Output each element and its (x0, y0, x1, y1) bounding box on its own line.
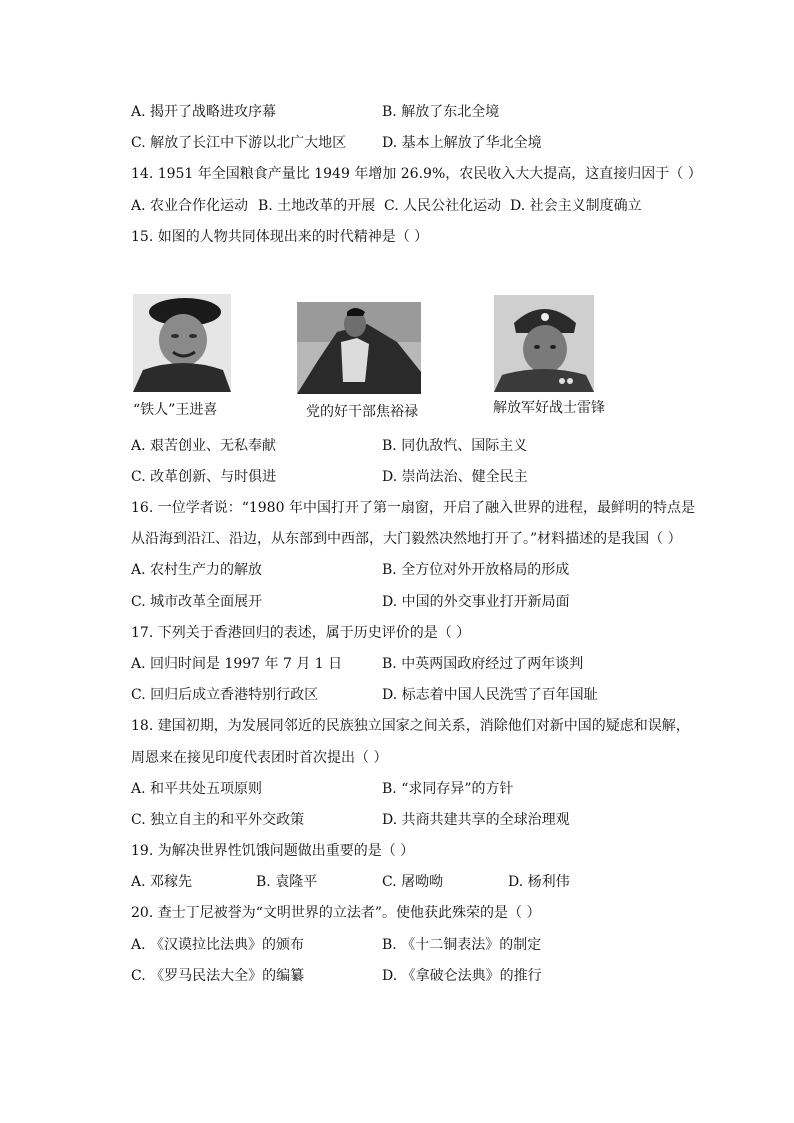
caption-lei-feng: 解放军好战士雷锋 (493, 400, 605, 416)
q14-stem: 14. 1951 年全国粮食产量比 1949 年增加 26.9%，农民收入大大提高，这直接归因于（ ） (131, 166, 702, 182)
q17-option-a: A. 回归时间是 1997 年 7 月 1 日 (131, 656, 343, 672)
q13-option-a: A. 揭开了战略进攻序幕 (131, 104, 277, 120)
q18-option-d: D. 共商共建共享的全球治理观 (382, 812, 570, 828)
q18-stem-line1: 18. 建国初期，为发展同邻近的民族独立国家之间关系，消除他们对新中国的疑虑和误解， (131, 718, 690, 734)
q16-option-c: C. 城市改革全面展开 (131, 594, 263, 610)
q16-stem-line1: 16. 一位学者说：“1980 年中国打开了第一扇窗，开启了融入世界的进程，最鲜明的特点是 (131, 500, 695, 516)
q20-option-d: D. 《拿破仑法典》的推行 (382, 968, 542, 984)
q14-option-d: D. 社会主义制度确立 (510, 198, 642, 214)
photo-lei-feng (494, 295, 594, 392)
q20-option-a: A. 《汉谟拉比法典》的颁布 (131, 937, 305, 953)
q13-option-c: C. 解放了长江中下游以北广大地区 (131, 135, 347, 151)
caption-jiao-yulu: 党的好干部焦裕禄 (306, 404, 418, 420)
q15-option-a: A. 艰苦创业、无私奉献 (131, 438, 277, 454)
q19-option-c: C. 屠呦呦 (382, 874, 444, 890)
photo-jiao-yulu (297, 302, 421, 394)
q17-stem: 17. 下列关于香港回归的表述，属于历史评价的是（ ） (131, 625, 471, 641)
q18-option-a: A. 和平共处五项原则 (131, 781, 263, 797)
q13-option-b: B. 解放了东北全境 (382, 104, 500, 120)
q20-stem: 20. 查士丁尼被誉为“文明世界的立法者”。使他获此殊荣的是（ ） (131, 905, 541, 921)
photo-wang-jinxi (133, 294, 231, 392)
q18-option-b: B. “求同存异”的方针 (382, 781, 514, 797)
q15-stem: 15. 如图的人物共同体现出来的时代精神是（ ） (131, 229, 429, 245)
q18-option-c: C. 独立自主的和平外交政策 (131, 812, 305, 828)
q20-option-b: B. 《十二铜表法》的制定 (382, 937, 542, 953)
q14-option-a: A. 农业合作化运动 (131, 198, 249, 214)
q20-option-c: C. 《罗马民法大全》的编纂 (131, 968, 305, 984)
q16-stem-line2: 从沿海到沿江、沿边，从东部到中西部，大门毅然决然地打开了。”材料描述的是我国（ ） (131, 531, 682, 547)
q17-option-c: C. 回归后成立香港特别行政区 (131, 687, 319, 703)
q15-option-b: B. 同仇敌忾、国际主义 (382, 438, 528, 454)
q19-option-a: A. 邓稼先 (131, 874, 193, 890)
caption-wang-jinxi: “铁人”王进喜 (133, 402, 218, 418)
q14-option-b: B. 土地改革的开展 (258, 198, 376, 214)
q13-option-d: D. 基本上解放了华北全境 (382, 135, 542, 151)
q16-option-b: B. 全方位对外开放格局的形成 (382, 562, 570, 578)
q19-option-d: D. 杨利伟 (508, 874, 570, 890)
q15-option-c: C. 改革创新、与时俱进 (131, 469, 277, 485)
q16-option-d: D. 中国的外交事业打开新局面 (382, 594, 570, 610)
q17-option-b: B. 中英两国政府经过了两年谈判 (382, 656, 584, 672)
q17-option-d: D. 标志着中国人民洗雪了百年国耻 (382, 687, 598, 703)
q16-option-a: A. 农村生产力的解放 (131, 562, 263, 578)
q19-option-b: B. 袁隆平 (256, 874, 318, 890)
q18-stem-line2: 周恩来在接见印度代表团时首次提出（ ） (131, 750, 388, 766)
q19-stem: 19. 为解决世界性饥饿问题做出重要的是（ ） (131, 843, 415, 859)
q15-option-d: D. 崇尚法治、健全民主 (382, 469, 528, 485)
q14-option-c: C. 人民公社化运动 (384, 198, 502, 214)
